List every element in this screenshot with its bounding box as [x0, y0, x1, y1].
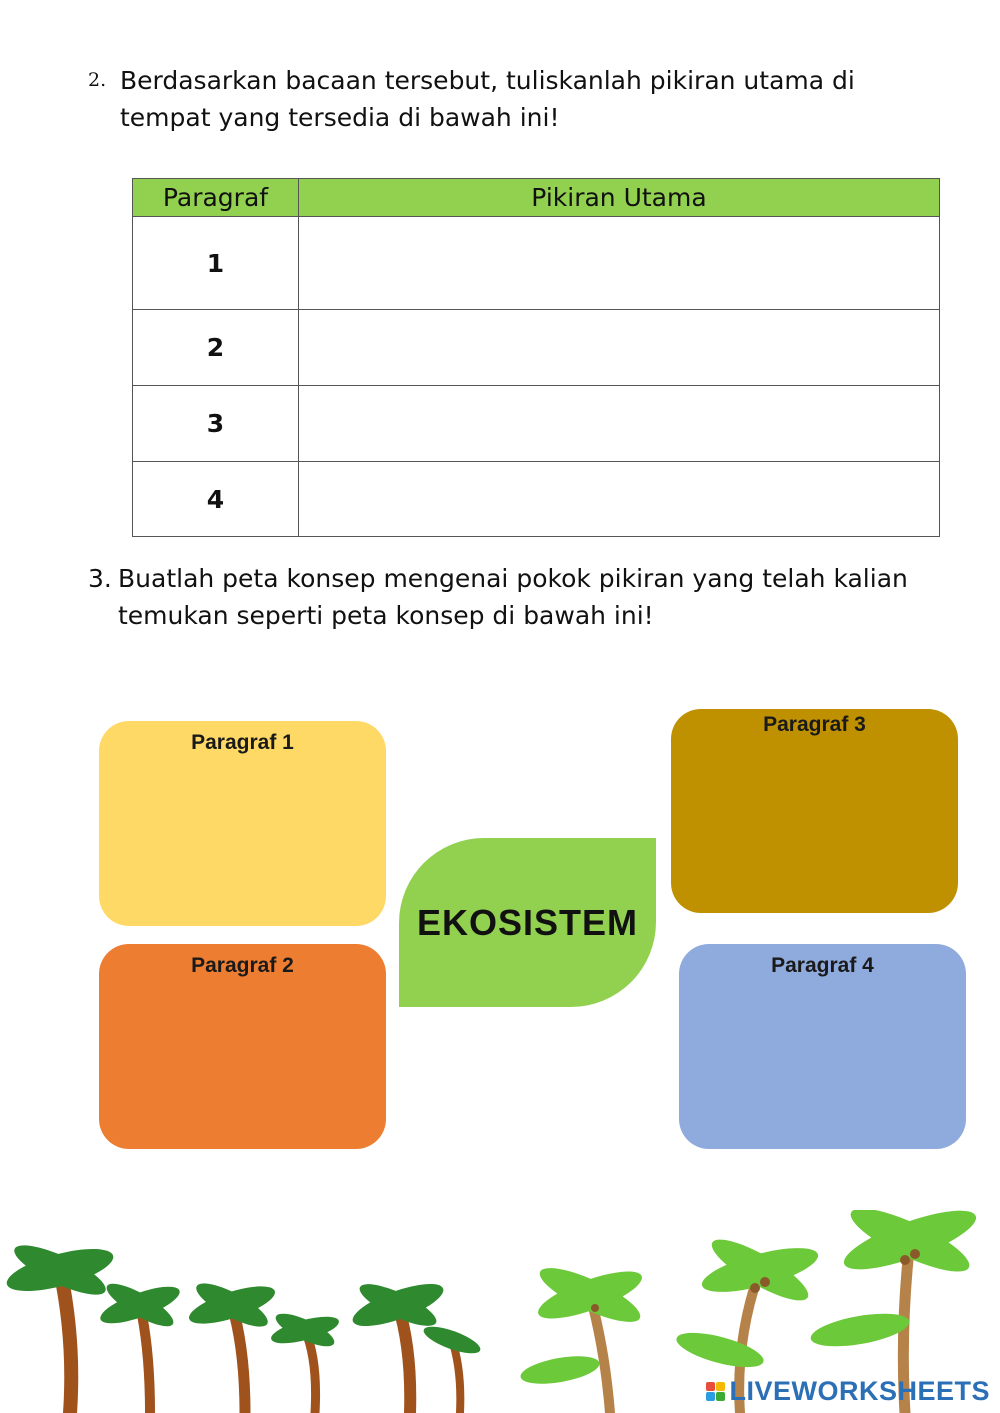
concept-center-node: [399, 838, 656, 1007]
question-3-line-2: temukan seperti peta konsep di bawah ini!: [118, 601, 654, 630]
table-header-row: [133, 179, 940, 217]
table-row: [133, 310, 940, 386]
concept-box-label: Paragraf 1: [191, 731, 294, 754]
answer-field-1[interactable]: [299, 217, 940, 310]
answer-field-4[interactable]: [299, 462, 940, 537]
table-row: [133, 386, 940, 462]
question-2-line-1: Berdasarkan bacaan tersebut, tuliskanlah pikiran utama di: [120, 66, 855, 95]
header-pikiran-utama: Pikiran Utama: [299, 179, 940, 217]
answer-field-2[interactable]: [299, 310, 940, 386]
brand-text: LIVEWORKSHEETS: [729, 1376, 990, 1406]
question-3-number: 3.: [88, 564, 112, 593]
table-row: [133, 217, 940, 310]
question-2-line-2: tempat yang tersedia di bawah ini!: [120, 103, 560, 132]
row-number: 4: [133, 462, 299, 537]
concept-center-label: EKOSISTEM: [416, 901, 639, 943]
concept-box-label: Paragraf 4: [771, 954, 874, 977]
row-number: 2: [133, 310, 299, 386]
concept-box-paragraf-1[interactable]: [99, 721, 386, 926]
concept-box-paragraf-2[interactable]: [99, 944, 386, 1149]
main-idea-table: [132, 178, 940, 537]
liveworksheets-brand: [706, 1376, 990, 1407]
concept-box-label: Paragraf 2: [191, 954, 294, 977]
question-3-line-1: Buatlah peta konsep mengenai pokok pikiran yang telah kalian: [118, 564, 908, 593]
concept-box-label: Paragraf 3: [763, 713, 866, 736]
concept-box-paragraf-3[interactable]: [671, 709, 958, 913]
concept-box-paragraf-4[interactable]: [679, 944, 966, 1149]
row-number: 3: [133, 386, 299, 462]
row-number: 1: [133, 217, 299, 310]
question-2-number: 2.: [88, 69, 107, 91]
header-paragraf: Paragraf: [133, 179, 299, 217]
table-row: [133, 462, 940, 537]
liveworksheets-logo-icon: [706, 1382, 725, 1401]
answer-field-3[interactable]: [299, 386, 940, 462]
